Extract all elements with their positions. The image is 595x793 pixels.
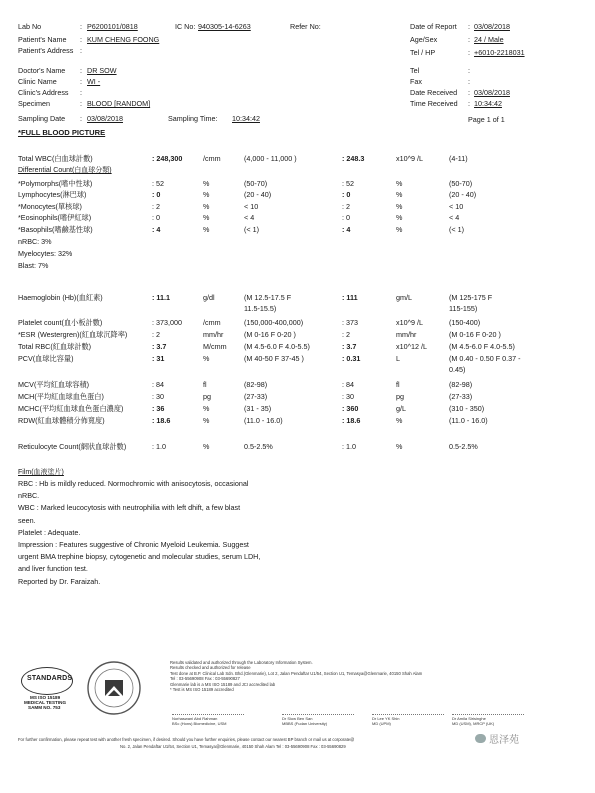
reference-range: < 4	[244, 213, 255, 222]
film-comment-line: seen.	[18, 515, 36, 525]
unit-si: %	[396, 213, 403, 222]
test-name: Platelet count(血小板計數)	[18, 318, 103, 327]
reference-range-si: (82-98)	[449, 380, 473, 389]
film-comment-line: Platelet : Adequate.	[18, 527, 81, 537]
reference-range: (50-70)	[244, 179, 268, 188]
reference-range-si: (27-33)	[449, 392, 473, 401]
signatory-title: MD (UPM)	[372, 721, 391, 726]
signature-line	[282, 714, 354, 715]
film-comment-line: WBC : Marked leucocytosis with neutrophilia with left dhift, a few blast	[18, 503, 241, 513]
badge-caption-2: MEDICAL TESTING	[24, 700, 67, 705]
signature-line	[452, 714, 524, 715]
unit-si: g/L	[396, 404, 406, 413]
reference-range: (31 - 35)	[244, 404, 272, 413]
signatory-name: Norhaswani Abd Rahman	[172, 716, 218, 721]
reference-range: (27-33)	[244, 392, 268, 401]
test-name: *Monocytes(單核球)	[18, 202, 82, 211]
reference-range: (M 40-50 F 37-45 )	[244, 354, 304, 363]
test-name: *ESR (Westergren)(紅血球沉降率)	[18, 330, 128, 339]
watermark-text: 恩泽苑	[489, 735, 519, 746]
test-name: Total WBC(白血球計數)	[18, 154, 93, 163]
date-of-report: 03/08/2018	[474, 22, 510, 31]
accreditation-badge	[18, 665, 74, 710]
date-received-label: Date Received	[410, 88, 458, 97]
reference-range: (82-98)	[244, 380, 268, 389]
film-comment-line: nRBC.	[18, 491, 40, 501]
reference-range-si: (< 1)	[449, 225, 464, 234]
test-name: MCHC(平均紅血球血色蛋白濃度)	[18, 404, 124, 413]
reference-range-si: < 10	[449, 202, 464, 211]
validation-note: Results checked and authorized for release	[170, 665, 251, 671]
signatory-title: MD (USM), MRCP (UK)	[452, 721, 495, 726]
result-value-si: : 84	[342, 380, 354, 389]
result-value: : 248,300	[152, 154, 183, 163]
wechat-icon	[475, 734, 486, 743]
patient-address-label: Patient's Address	[18, 46, 74, 55]
result-value-si: : 0	[342, 190, 351, 199]
unit-si: pg	[396, 392, 404, 401]
date-of-report-label: Date of Report	[410, 22, 457, 31]
result-value: : 52	[152, 179, 164, 188]
result-value-si: : 18.6	[342, 416, 361, 425]
reference-range-si-cont: 0.45)	[449, 365, 466, 374]
unit: /cmm	[203, 318, 221, 327]
result-value: : 31	[152, 354, 165, 363]
unit: %	[203, 404, 210, 413]
unit-si: %	[396, 202, 403, 211]
reference-range-si: (20 - 40)	[449, 190, 477, 199]
reference-range: (< 1)	[244, 225, 259, 234]
test-name: Reticulocyte Count(網狀血球計數)	[18, 442, 127, 451]
signatory-name: Dr Amila Sirisinghe	[452, 716, 486, 721]
result-value-si: : 52	[342, 179, 354, 188]
unit: mm/hr	[203, 330, 224, 339]
test-name: Haemoglobin (Hb)(血紅素)	[18, 293, 103, 302]
sampling-time: 10:34:42	[232, 114, 260, 123]
patient-name-label: Patient's Name	[18, 35, 67, 44]
unit: %	[203, 213, 210, 222]
reference-range: (M 4.5-6.0 F 4.0-5.5)	[244, 342, 310, 351]
footer-address: No. 2, Jalan Pendaftar U1/54, Section U1, Temasya@Glenmarie, 40150 Shah Alam Tel : 03-55690908 Fax : 03-55690829	[120, 744, 346, 749]
unit-si: x10^9 /L	[396, 154, 423, 163]
reference-range-si: (4-11)	[449, 154, 468, 163]
result-value-si: : 2	[342, 330, 350, 339]
test-name: MCH(平均紅血球血色蛋白)	[18, 392, 104, 401]
test-name: RDW(紅血球體積分佈寬度)	[18, 416, 105, 425]
tel-hp: +6010-2218031	[474, 48, 525, 57]
unit: %	[203, 225, 210, 234]
reference-range: 0.5-2.5%	[244, 442, 273, 451]
unit: %	[203, 442, 210, 451]
unit: %	[203, 179, 210, 188]
reference-range: (4,000 - 11,000 )	[244, 154, 297, 163]
test-name: Total RBC(紅血球計數)	[18, 342, 92, 351]
page-number: Page 1 of 1	[468, 115, 505, 124]
reference-range: (150,000-400,000)	[244, 318, 304, 327]
accreditation-seal-icon	[86, 660, 142, 716]
result-value: : 11.1	[152, 293, 170, 302]
result-value-si: : 1.0	[342, 442, 356, 451]
signatory-name: Dr Siow Ben San	[282, 716, 313, 721]
validation-note: * Test is MS ISO 15189 accredited	[170, 687, 234, 692]
unit-si: x10^12 /L	[396, 342, 427, 351]
film-title: Film(血液塗片)	[18, 469, 64, 476]
patient-name: KUM CHENG FOONG	[87, 35, 160, 44]
unit: g/dl	[203, 293, 215, 302]
result-value: : 1.0	[152, 442, 166, 451]
reference-range-si: < 4	[449, 213, 460, 222]
result-value-si: : 111	[342, 293, 358, 302]
result-value-si: : 360	[342, 404, 359, 413]
sampling-date: 03/08/2018	[87, 114, 123, 123]
signatory-title: BSc (Hons) Biomedicine, USM	[172, 721, 227, 726]
test-name: Lymphocytes(淋巴球)	[18, 190, 87, 199]
validation-note: Glenmarie lab is a MS ISO 15189 and JCI accredited lab	[170, 681, 276, 687]
result-value: : 2	[152, 202, 160, 211]
doctor-name: DR SOW	[87, 66, 117, 75]
unit: /cmm	[203, 154, 221, 163]
unit-si: mm/hr	[396, 330, 417, 339]
watermark	[475, 731, 519, 746]
unit-si: %	[396, 190, 403, 199]
unit-si: L	[396, 354, 400, 363]
validation-note: Tel : 03-55690908 Fax : 03-55690827	[170, 676, 240, 682]
signature-line	[172, 714, 244, 715]
clinic-address-label: Clinic's Address	[18, 88, 69, 97]
unit: %	[203, 416, 210, 425]
reference-range-si: (M 4.5-6.0 F 4.0-5.5)	[449, 342, 515, 351]
unit: pg	[203, 392, 211, 401]
reference-range: (M 12.5-17.5 F	[244, 293, 292, 302]
validation-note: Results validated and authorized through the Laboratory Information System.	[170, 660, 313, 665]
section-title: *FULL BLOOD PICTURE	[18, 128, 106, 137]
reference-range-si-cont: 115-155)	[449, 304, 478, 313]
reference-range-si: (11.0 - 16.0)	[449, 416, 488, 425]
unit: M/cmm	[203, 342, 227, 351]
unit-si: %	[396, 442, 403, 451]
signature-line	[372, 714, 444, 715]
tel-label: Tel	[410, 66, 420, 75]
test-name: *Basophils(嗜鹼基性球)	[18, 225, 93, 234]
signatory-title: MBBS (Fudan University)	[282, 721, 328, 726]
lab-no: P6200101/0818	[87, 22, 138, 31]
result-value: : 2	[152, 330, 160, 339]
reference-range-si: (310 - 350)	[449, 404, 485, 413]
unit-si: gm/L	[396, 293, 412, 302]
age-sex: 24 / Male	[474, 35, 504, 44]
result-value: : 0	[152, 213, 160, 222]
refer-no-label: Refer No:	[290, 22, 321, 31]
reference-range-si: (150-400)	[449, 318, 481, 327]
specimen-label: Specimen	[18, 99, 50, 108]
sampling-date-label: Sampling Date	[18, 114, 66, 123]
reference-range-si: 0.5-2.5%	[449, 442, 478, 451]
extra-finding-line: nRBC: 3%	[18, 237, 52, 246]
badge-caption-3: SAMM NO. 753	[28, 705, 61, 710]
reference-range-cont: 11.5-15.5)	[244, 304, 277, 313]
reference-range-si: (50-70)	[449, 179, 473, 188]
differential-count-label: Differential Count(白血球分類)	[18, 167, 112, 174]
reference-range-si: (M 0.40 - 0.50 F 0.37 -	[449, 354, 521, 363]
result-value: : 84	[152, 380, 164, 389]
test-name: PCV(血球比容量)	[18, 354, 74, 363]
doctor-name-label: Doctor's Name	[18, 66, 66, 75]
date-received: 03/08/2018	[474, 88, 510, 97]
unit-si: fl	[396, 380, 400, 389]
result-value-si: : 0	[342, 213, 350, 222]
unit-si: %	[396, 416, 403, 425]
unit: fl	[203, 380, 207, 389]
reference-range: (20 - 40)	[244, 190, 272, 199]
unit-si: x10^9 /L	[396, 318, 423, 327]
film-comment-line: Reported by Dr. Faraizah.	[18, 576, 101, 586]
result-value-si: : 3.7	[342, 342, 357, 351]
extra-finding-line: Blast: 7%	[18, 261, 49, 270]
result-value: : 36	[152, 404, 165, 413]
unit: %	[203, 202, 210, 211]
result-value: : 30	[152, 392, 164, 401]
test-name: *Polymorphs(嗜中性球)	[18, 179, 93, 188]
reference-range: (M 0-16 F 0-20 )	[244, 330, 296, 339]
ic-no-label: IC No:	[175, 22, 196, 31]
reference-range-si: (M 125-175 F	[449, 293, 493, 302]
unit-si: %	[396, 225, 403, 234]
ic-no: 940305-14-6263	[198, 22, 251, 31]
reference-range-si: (M 0-16 F 0-20 )	[449, 330, 501, 339]
result-value-si: : 4	[342, 225, 351, 234]
film-comment-line: and liver function test.	[18, 564, 88, 574]
validation-note: Test done at B.P. Clinical Lab Sdn. Bhd.(Glenmarie), Lot 2, Jalan Pendaftar U1/54, Section U1, Temasya@Glenmarie, 40150 Shah Alam	[170, 670, 423, 676]
tel-hp-label: Tel / HP	[410, 48, 436, 57]
specimen: BLOOD [RANDOM]	[87, 99, 151, 108]
result-value: : 3.7	[152, 342, 167, 351]
film-comment-line: urgent BMA trephine biopsy, cytogenetic and molecular studies, serum LDH,	[18, 552, 261, 562]
film-comment-line: RBC : Hb is mildly reduced. Normochromic with anisocytosis, occasional	[18, 479, 249, 488]
lab-no-label: Lab No	[18, 22, 42, 31]
clinic-name: WI -	[87, 77, 101, 86]
sampling-time-label: Sampling Time:	[168, 114, 218, 123]
test-name: MCV(平均紅血球容積)	[18, 380, 90, 389]
badge-caption-1: MS ISO 15189	[30, 695, 61, 700]
standards-logo-text: STANDARDS	[27, 675, 73, 682]
fax-label: Fax	[410, 77, 422, 86]
footer-disclaimer: For further confirmation, please repeat test with another fresh specimen, if desired. Should you have further enquiries, please contact our nearest BP branch or mail us at corporate@	[18, 737, 355, 742]
result-value-si: : 0.31	[342, 354, 361, 363]
clinic-name-label: Clinic Name	[18, 77, 57, 86]
film-comment-line: Impression : Features suggestive of Chronic Myeloid Leukemia. Suggest	[18, 540, 249, 549]
result-value: : 18.6	[152, 416, 171, 425]
age-sex-label: Age/Sex	[410, 35, 438, 44]
reference-range: < 10	[244, 202, 259, 211]
extra-finding-line: Myelocytes: 32%	[18, 249, 73, 258]
unit-si: %	[396, 179, 403, 188]
unit: %	[203, 190, 210, 199]
result-value-si: : 248.3	[342, 154, 365, 163]
time-received-label: Time Received	[410, 99, 458, 108]
test-name: *Eosinophils(嗜伊紅球)	[18, 213, 92, 222]
result-value-si: : 373	[342, 318, 358, 327]
result-value-si: : 2	[342, 202, 350, 211]
result-value-si: : 30	[342, 392, 354, 401]
time-received: 10:34:42	[474, 99, 502, 108]
signatory-name: Dr Lee YK Shin	[372, 716, 400, 721]
unit: %	[203, 354, 210, 363]
result-value: : 4	[152, 225, 161, 234]
result-value: : 0	[152, 190, 161, 199]
result-value: : 373,000	[152, 318, 182, 327]
reference-range: (11.0 - 16.0)	[244, 416, 283, 425]
